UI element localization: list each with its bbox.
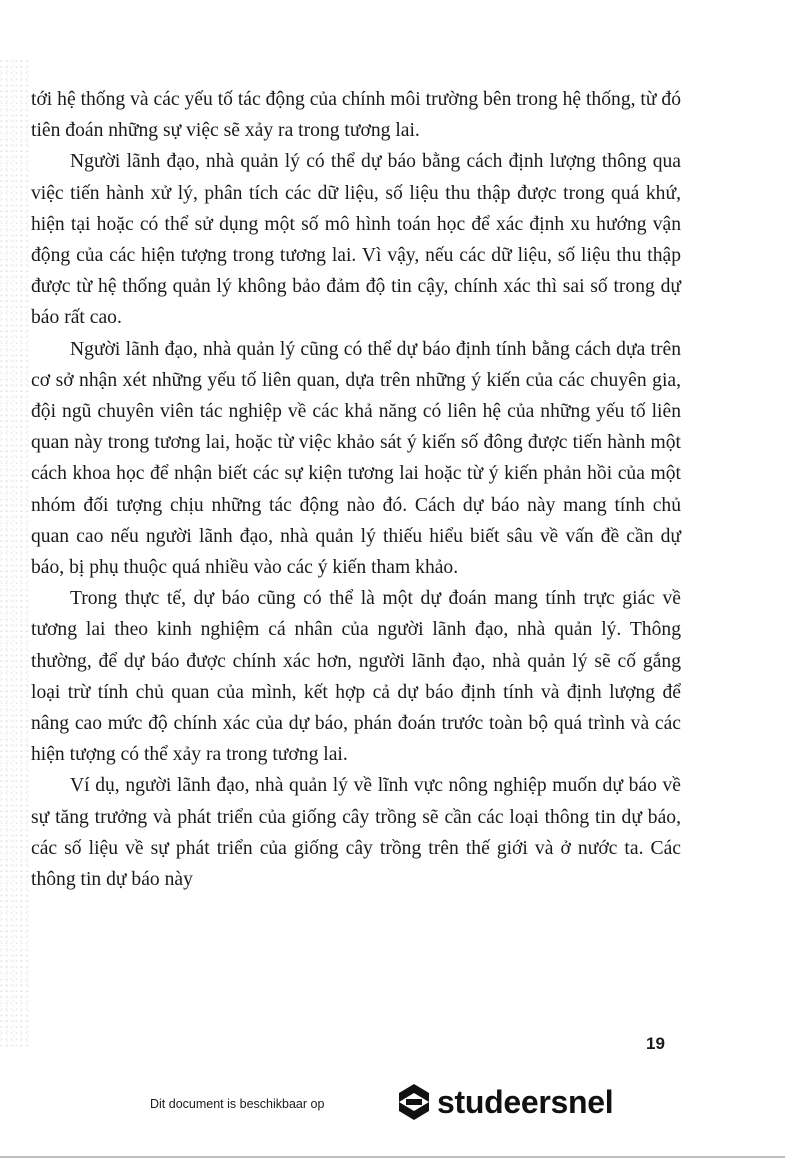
brand-name: studeersnel xyxy=(437,1084,614,1120)
paragraph-1: tới hệ thống và các yếu tố tác động của chính môi trường bên trong hệ thống, từ đó tiên đoán những sự việc sẽ xảy ra trong tương lai. xyxy=(31,89,681,142)
scan-edge-texture xyxy=(0,60,30,1050)
studeersnel-brand-link[interactable] xyxy=(397,1082,613,1122)
paragraph-5: Ví dụ, người lãnh đạo, nhà quản lý về lĩnh vực nông nghiệp muốn dự báo về sự tăng trưởng và phát triển của giống cây trồng sẽ cần các loại thông tin dự báo, các số liệu về sự phát triển của giống cây trồng trên thế giới và ở nước ta. Các thông tin dự báo này xyxy=(31,775,681,891)
page-number: 19 xyxy=(646,1034,665,1053)
body-text xyxy=(31,84,681,895)
bottom-divider xyxy=(0,1156,785,1158)
availability-note: Dit document is beschikbaar op xyxy=(150,1097,325,1111)
paragraph-4: Trong thực tế, dự báo cũng có thể là một dự đoán mang tính trực giác về tương lai theo kinh nghiệm cá nhân của người lãnh đạo, nhà quản lý. Thông thường, để dự báo được chính xác hơn, người lãnh đạo, nhà quản lý sẽ cố gắng loại trừ tính chủ quan của mình, kết hợp cả dự báo định tính và định lượng để nâng cao mức độ chính xác của dự báo, phán đoán trước toàn bộ quá trình và các hiện tượng có thể xảy ra trong tương lai. xyxy=(31,588,681,766)
paragraph-3: Người lãnh đạo, nhà quản lý cũng có thể dự báo định tính bằng cách dựa trên cơ sở nhận xét những yếu tố liên quan, dựa trên những ý kiến của các chuyên gia, đội ngũ chuyên viên tác nghiệp về các khả năng có liên hệ của những yếu tố liên quan này trong tương lai, hoặc từ việc khảo sát ý kiến số đông được tiến hành một cách khoa học để nhận biết các sự kiện tương lai hoặc từ ý kiến phản hồi của một nhóm đối tượng chịu những tác động nào đó. Cách dự báo này mang tính chủ quan cao nếu người lãnh đạo, nhà quản lý thiếu hiểu biết sâu về vấn đề cần dự báo, bị phụ thuộc quá nhiều vào các ý kiến tham khảo. xyxy=(31,338,681,579)
paragraph-2: Người lãnh đạo, nhà quản lý có thể dự báo bằng cách định lượng thông qua việc tiến hành xử lý, phân tích các dữ liệu, số liệu thu thập được trong quá khứ, hiện tại hoặc có thể sử dụng một số mô hình toán học để xác định xu hướng vận động của các hiện tượng trong tương lai. Vì vậy, nếu các dữ liệu, số liệu thu thập được từ hệ thống quản lý không bảo đảm độ tin cậy, chính xác thì sai số trong dự báo rất cao. xyxy=(31,151,681,329)
footer-banner xyxy=(0,1076,785,1136)
studeersnel-logo-icon xyxy=(397,1082,431,1122)
